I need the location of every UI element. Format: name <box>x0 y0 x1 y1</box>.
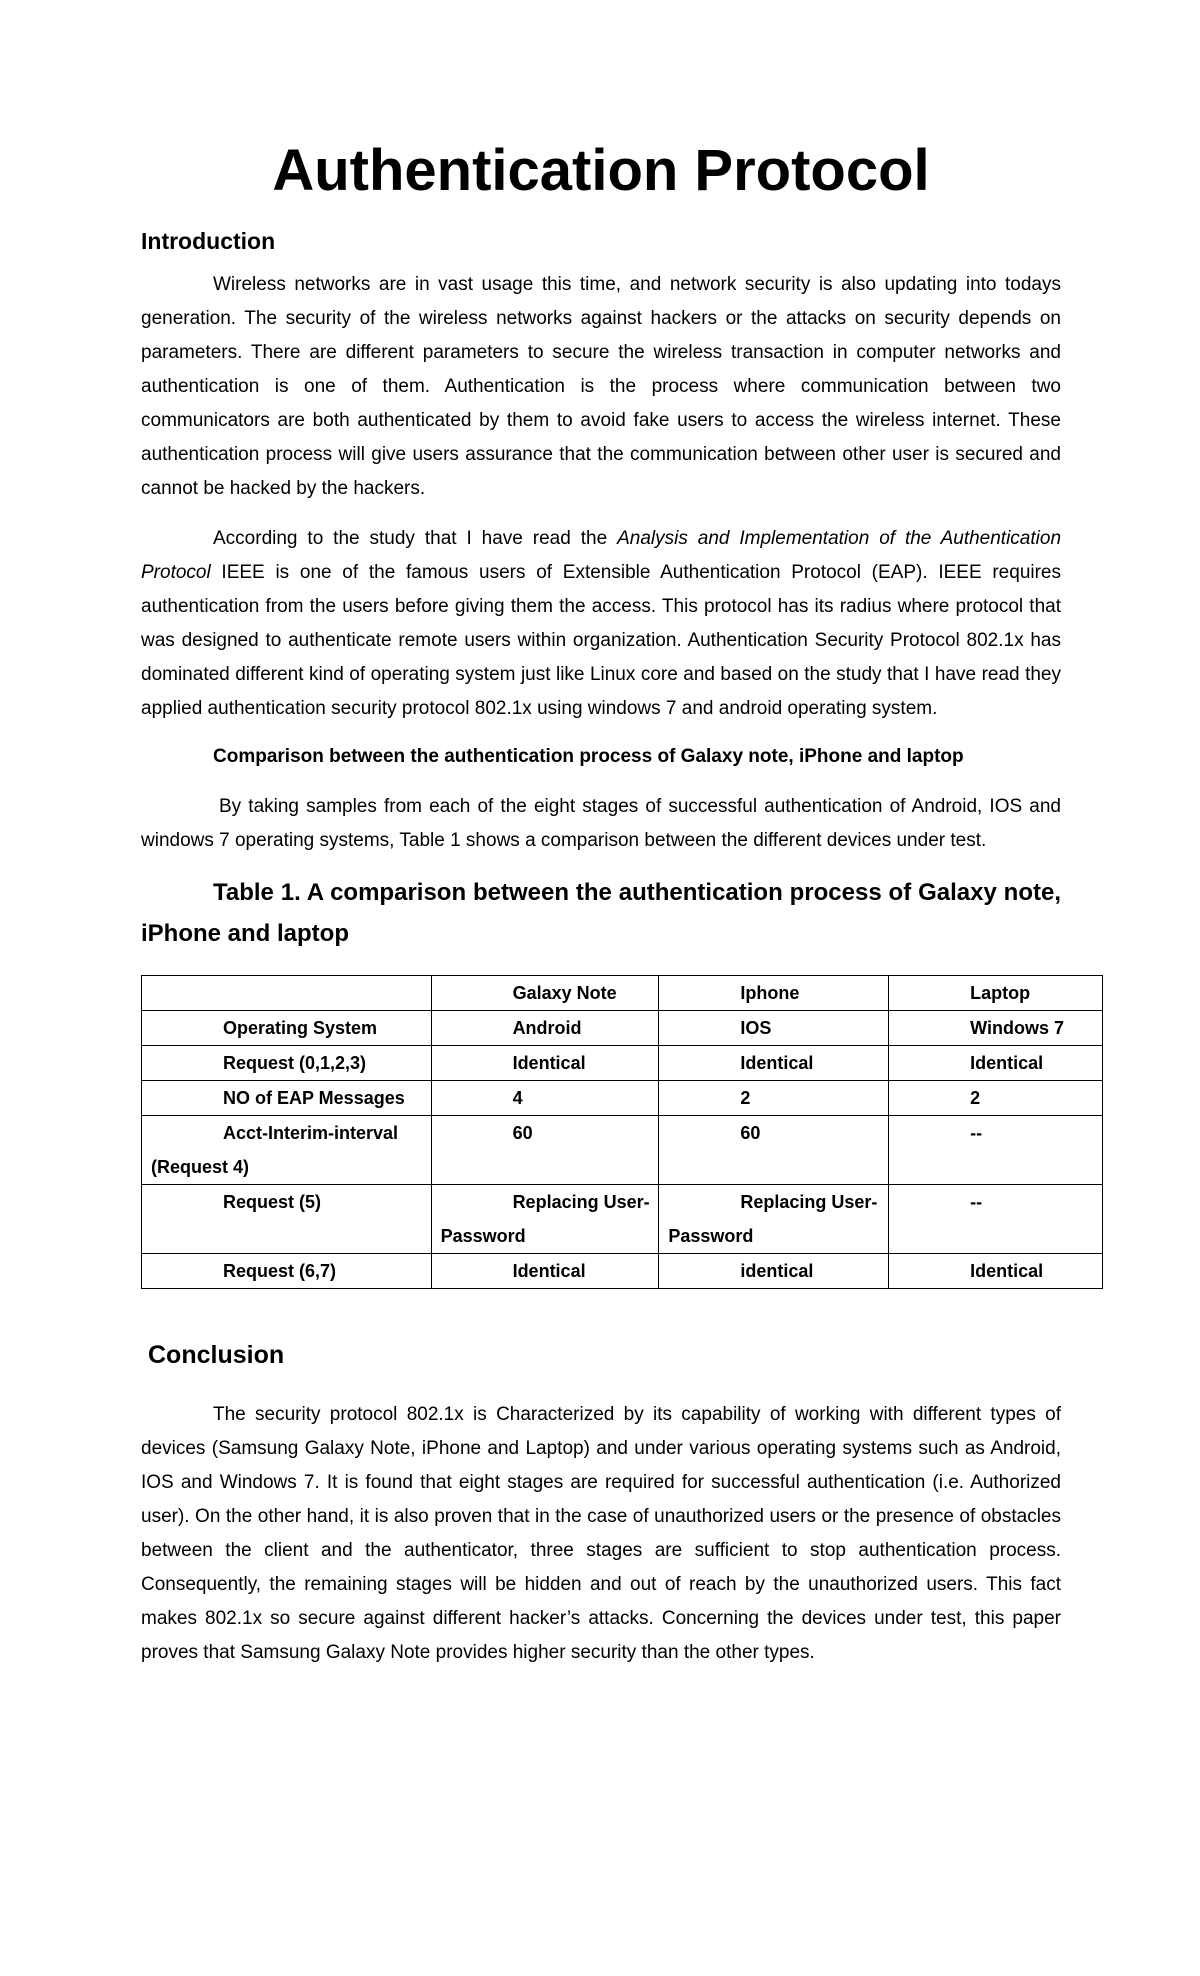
comparison-table <box>141 975 1103 1289</box>
table-cell: Request (6,7) <box>142 1254 432 1289</box>
table-cell: IOS <box>659 1011 889 1046</box>
paragraph-text: IEEE is one of the famous users of Extensible Authentication Protocol (EAP). IEEE requires authentication from the users before giving them the access. This protocol has its radius where protocol that was designed to authenticate remote users within organization. Authentication Security Protocol 802.1x has dominated different kind of operating system just like Linux core and based on the study that I have read they applied authentication security protocol 802.1x using windows 7 and android operating system. <box>141 562 1061 719</box>
cited-paper-title: Analysis and Implementation of the Authentication Protocol <box>141 528 1062 583</box>
table-row <box>142 1254 1103 1289</box>
table-cell: 60 <box>431 1116 659 1185</box>
table-header-row <box>142 976 1103 1011</box>
table-cell: -- <box>889 1116 1103 1185</box>
table-row <box>142 1011 1103 1046</box>
table-caption: Table 1. A comparison between the authentication process of Galaxy note, iPhone and laptop <box>141 879 1061 947</box>
table-cell: -- <box>889 1185 1103 1254</box>
introduction-paragraph-2 <box>141 522 1061 726</box>
table-cell: Identical <box>659 1046 889 1081</box>
table-row <box>142 1081 1103 1116</box>
table-cell: Identical <box>431 1046 659 1081</box>
table-cell: Identical <box>431 1254 659 1289</box>
table-header-cell: Laptop <box>889 976 1103 1011</box>
introduction-heading: Introduction <box>141 228 276 254</box>
introduction-paragraph-1: Wireless networks are in vast usage this time, and network security is also updating into todays generation. The security of the wireless networks against hackers or the attacks on security depends on parameters. There are different parameters to secure the wireless transaction in computer networks and authentication is one of them. Authentication is the process where communication between two communicators are both authenticated by them to avoid fake users to access the wireless internet. These authentication process will give users assurance that the communication between other user is secured and cannot be hacked by the hackers. <box>141 274 1061 499</box>
paragraph-text: According to the study that I have read the <box>213 528 618 549</box>
table-header-cell: Iphone <box>659 976 889 1011</box>
table-cell: Acct-Interim-interval (Request 4) <box>142 1116 432 1185</box>
comparison-heading: Comparison between the authentication process of Galaxy note, iPhone and laptop <box>213 746 964 767</box>
table-cell: Request (0,1,2,3) <box>142 1046 432 1081</box>
table-row <box>142 1116 1103 1185</box>
table-cell: identical <box>659 1254 889 1289</box>
table-header-cell <box>142 976 432 1011</box>
table-row <box>142 1185 1103 1254</box>
table-cell: Operating System <box>142 1011 432 1046</box>
table-cell: Replacing User-Password <box>659 1185 889 1254</box>
table-cell: NO of EAP Messages <box>142 1081 432 1116</box>
table-cell: 2 <box>659 1081 889 1116</box>
table-cell: Android <box>431 1011 659 1046</box>
document-title: Authentication Protocol <box>272 138 930 203</box>
conclusion-heading: Conclusion <box>148 1341 285 1369</box>
table-cell: Identical <box>889 1254 1103 1289</box>
table-cell: Windows 7 <box>889 1011 1103 1046</box>
conclusion-paragraph: The security protocol 802.1x is Characterized by its capability of working with different types of devices (Samsung Galaxy Note, iPhone and Laptop) and under various operating systems such as Android, IOS and Windows 7. It is found that eight stages are required for successful authentication (i.e. Authorized user). On the other hand, it is also proven that in the case of unauthorized users or the presence of obstacles between the client and the authenticator, three stages are sufficient to stop authentication process. Consequently, the remaining stages will be hidden and out of reach by the unauthorized users. This fact makes 802.1x so secure against different hacker’s attacks. Concerning the devices under test, this paper proves that Samsung Galaxy Note provides higher security than the other types. <box>141 1404 1061 1663</box>
comparison-paragraph: By taking samples from each of the eight stages of successful authentication of Android, IOS and windows 7 operating systems, Table 1 shows a comparison between the different devices under test. <box>141 796 1061 851</box>
table-row <box>142 1046 1103 1081</box>
table-cell: Identical <box>889 1046 1103 1081</box>
table-cell: Request (5) <box>142 1185 432 1254</box>
table-cell: 4 <box>431 1081 659 1116</box>
table-cell: 2 <box>889 1081 1103 1116</box>
table-cell: Replacing User-Password <box>431 1185 659 1254</box>
table-header-cell: Galaxy Note <box>431 976 659 1011</box>
table-cell: 60 <box>659 1116 889 1185</box>
